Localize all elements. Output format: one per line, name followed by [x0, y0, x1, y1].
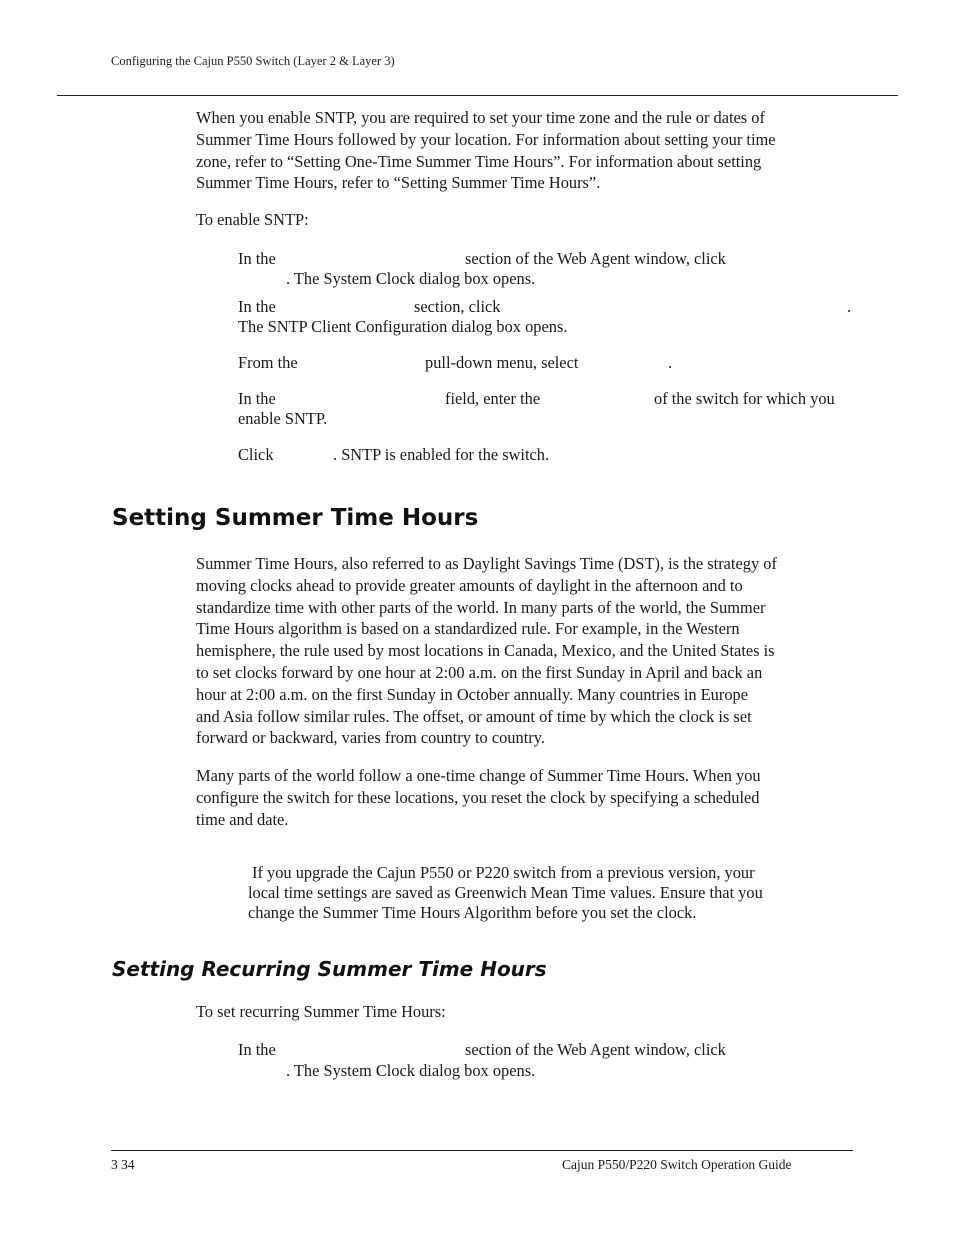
footer-rule — [111, 1150, 853, 1151]
intro-line: Summer Time Hours followed by your location. For information about setting your time — [196, 129, 776, 149]
running-header: Configuring the Cajun P550 Switch (Layer 2 & Layer 3) — [111, 54, 395, 68]
step-2-part-d: The SNTP Client Configuration dialog box opens. — [238, 317, 568, 336]
paragraph-line: Summer Time Hours, also referred to as Daylight Savings Time (DST), is the strategy of — [196, 554, 777, 573]
note-line: If you upgrade the Cajun P550 or P220 switch from a previous version, your — [252, 863, 755, 882]
paragraph-line: time and date. — [196, 809, 289, 829]
paragraph-line: Many parts of the world follow a one-time change of Summer Time Hours. When you — [196, 766, 761, 785]
paragraph-line: to set clocks forward by one hour at 2:00 a.m. on the first Sunday in April and back an — [196, 662, 763, 682]
paragraph-line: moving clocks ahead to provide greater amounts of daylight in the afternoon and to — [196, 575, 743, 595]
paragraph-line: forward or backward, varies from country to country. — [196, 728, 545, 748]
book-title: Cajun P550/P220 Switch Operation Guide — [562, 1157, 792, 1172]
step-2-part-a: In the — [238, 297, 276, 316]
paragraph-line: configure the switch for these locations, you reset the clock by specifying a scheduled — [196, 787, 760, 807]
summer-time-paragraph-1 — [196, 553, 876, 749]
recurring-intro: To set recurring Summer Time Hours: — [196, 1002, 446, 1021]
step-1-part-b: section of the Web Agent window, click — [465, 249, 726, 268]
section-heading-summer-time: Setting Summer Time Hours — [112, 505, 479, 531]
recurring-step-1-part-a: In the — [238, 1040, 276, 1059]
step-4-part-b: field, enter the — [445, 389, 541, 408]
enable-sntp-intro: To enable SNTP: — [196, 210, 309, 229]
step-1-part-c: . The System Clock dialog box opens. — [286, 269, 536, 288]
step-2-part-b: section, click — [414, 297, 501, 316]
header-rule — [57, 95, 898, 96]
step-3-part-c: . — [668, 353, 673, 372]
step-4-part-d: enable SNTP. — [238, 409, 328, 428]
step-1-part-a: In the — [238, 249, 276, 268]
summer-time-paragraph-2 — [196, 765, 876, 830]
paragraph-line: Time Hours algorithm is based on a standardized rule. For example, in the Western — [196, 619, 740, 639]
intro-paragraph — [196, 107, 876, 194]
step-4-part-a: In the — [238, 389, 276, 408]
paragraph-line: hour at 2:00 a.m. on the first Sunday in October annually. Many countries in Europe — [196, 684, 748, 704]
paragraph-line: hemisphere, the rule used by most locations in Canada, Mexico, and the United States is — [196, 641, 775, 661]
step-4-part-c: of the switch for which you — [654, 389, 835, 408]
note-line: local time settings are saved as Greenwich Mean Time values. Ensure that you — [248, 883, 763, 902]
step-3-part-a: From the — [238, 353, 298, 372]
recurring-step-1-part-b: section of the Web Agent window, click — [465, 1040, 726, 1059]
recurring-step-1-part-c: . The System Clock dialog box opens. — [286, 1061, 536, 1080]
intro-line: zone, refer to “Setting One-Time Summer Time Hours”. For information about setting — [196, 151, 762, 171]
intro-line: Summer Time Hours, refer to “Setting Summer Time Hours”. — [196, 173, 601, 193]
upgrade-note — [248, 863, 858, 923]
page-number: 3 34 — [111, 1157, 135, 1172]
note-line: change the Summer Time Hours Algorithm before you set the clock. — [248, 903, 697, 922]
paragraph-line: standardize time with other parts of the world. In many parts of the world, the Summer — [196, 597, 766, 617]
paragraph-line: and Asia follow similar rules. The offset, or amount of time by which the clock is set — [196, 706, 752, 726]
step-3-part-b: pull-down menu, select — [425, 353, 579, 372]
step-2-part-c: . — [847, 297, 852, 316]
step-5-part-b: . SNTP is enabled for the switch. — [333, 445, 550, 464]
intro-line: When you enable SNTP, you are required to set your time zone and the rule or dates of — [196, 108, 765, 127]
section-heading-recurring: Setting Recurring Summer Time Hours — [112, 957, 547, 981]
step-5-part-a: Click — [238, 445, 274, 464]
